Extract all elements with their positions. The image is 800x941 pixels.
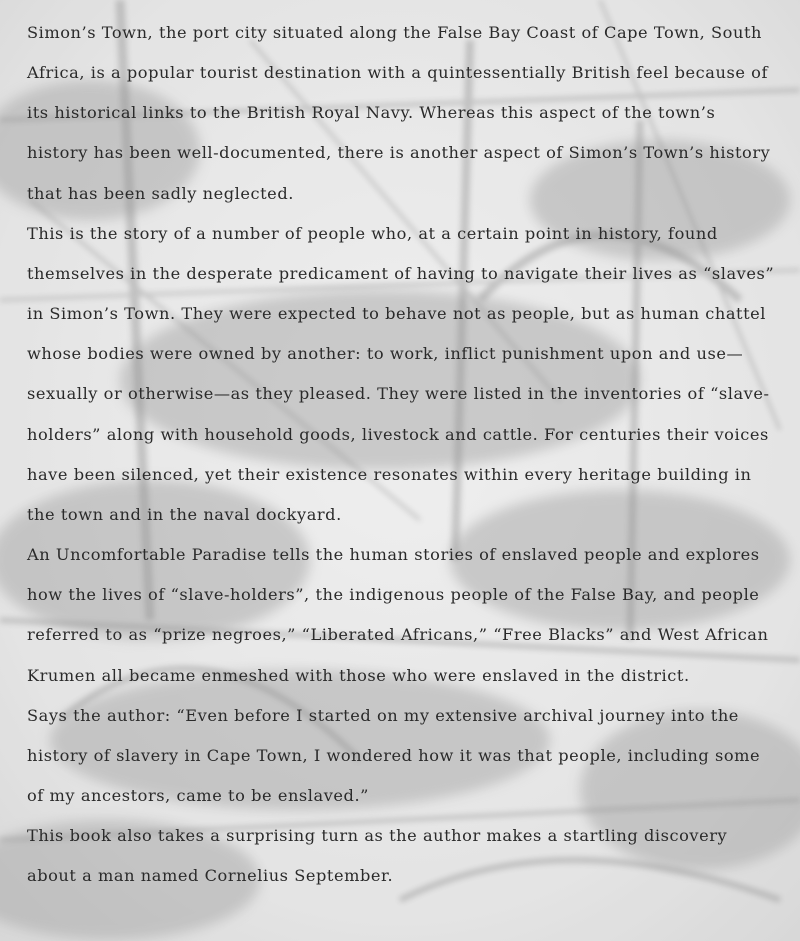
paragraph-intro: Simon’s Town, the port city situated along the False Bay Coast of Cape Town, South Africa, is a popular tourist destination with a quintessentially British feel because of its historical links to the British Royal Navy. Whereas this aspect of the town’s history has been well-documented, there is another aspect of Simon’s Town’s history that has been sadly neglected. (27, 23, 771, 203)
book-description (27, 13, 777, 896)
paragraph-story: This is the story of a number of people who, at a certain point in history, found themselves in the desperate predicament of having to navigate their lives as “slaves” in Simon’s Town. They were expected to behave not as people, but as human chattel whose bodies were owned by another: to work, inflict punishment upon and use—sexually or otherwise—as they pleased. They were listed in the inventories of “slave-holders” along with household goods, livestock and cattle. For centuries their voices have been silenced, yet their existence resonates within every heritage building in the town and in the naval dockyard. (27, 223, 775, 524)
paragraph-closing: This book also takes a surprising turn as the author makes a startling discovery about a man named Cornelius September. (27, 826, 728, 886)
paragraph-author-quote: Says the author: “Even before I started on my extensive archival journey into the history of slavery in Cape Town, I wondered how it was that people, including some of my ancestors, came to be enslaved.” (27, 705, 761, 805)
paragraph-book-summary: An Uncomfortable Paradise tells the human stories of enslaved people and explores how the lives of “slave-holders”, the indigenous people of the False Bay, and people referred to as “prize negroes,” “Liberated Africans,” “Free Blacks” and West African Krumen all became enmeshed with those who were enslaved in the district. (27, 545, 769, 685)
